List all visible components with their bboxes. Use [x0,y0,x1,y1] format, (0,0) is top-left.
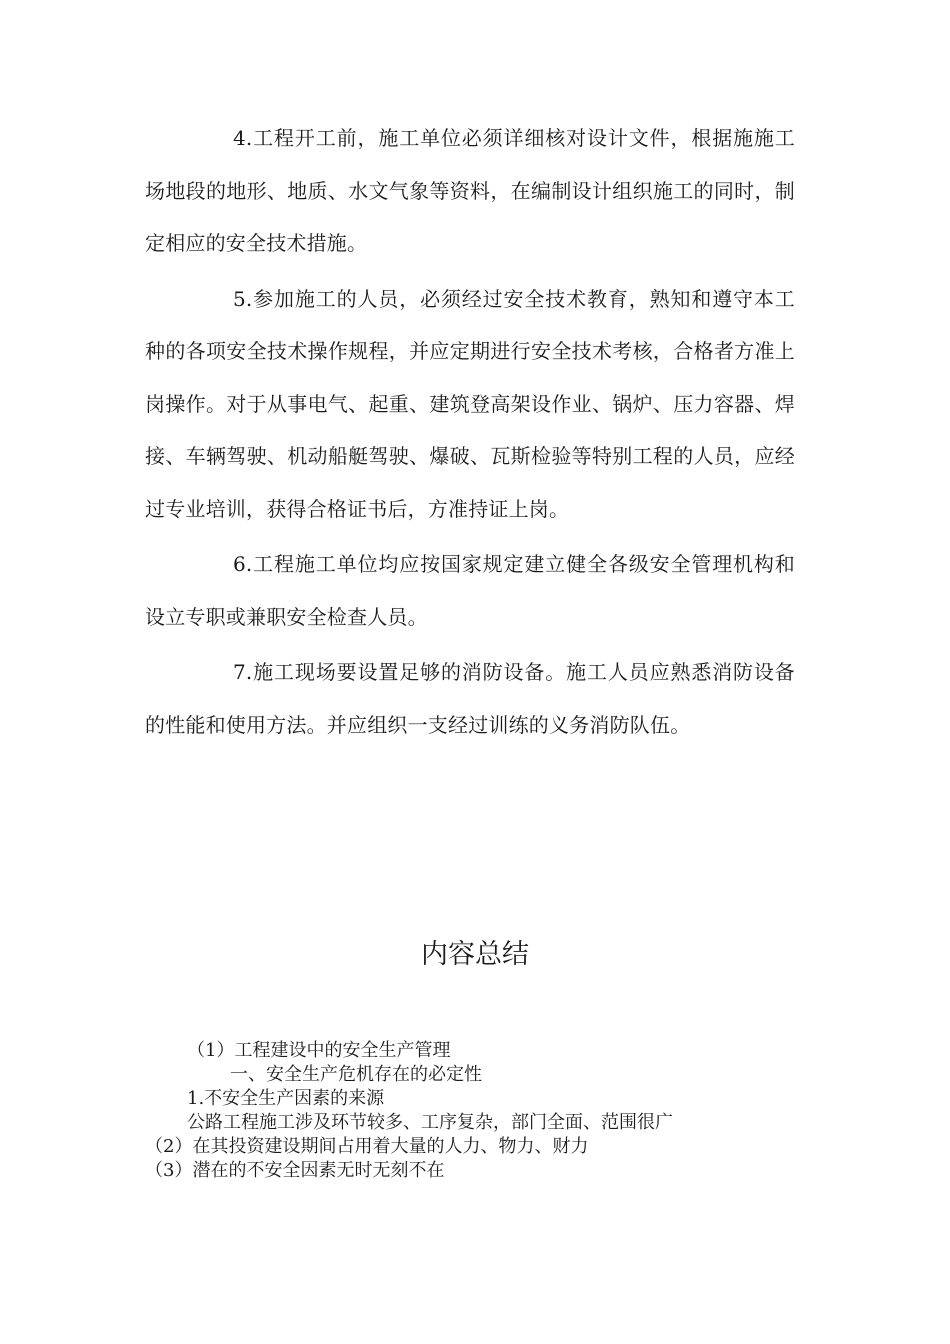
paragraph-5: 5.参加施工的人员，必须经过安全技术教育，熟知和遵守本工种的各项安全技术操作规程，并应定期进行安全技术考核，合格者方准上岗操作。对于从事电气、起重、建筑登高架设作业、锅炉、压力容器、焊接、车辆驾驶、机动船艇驾驶、爆破、瓦斯检验等特别工程的人员，应经过专业培训，获得合格证书后，方准持证上岗。 [145,286,795,521]
summary-line-1: （1）工程建设中的安全生产管理 [187,1040,451,1061]
paragraph-6: 6.工程施工单位均应按国家规定建立健全各级安全管理机构和设立专职或兼职安全检查人员。 [145,552,795,629]
summary-line-5: （2）在其投资建设期间占用着大量的人力、物力、财力 [145,1136,589,1157]
document-body [145,112,795,754]
summary-line-2: 一、安全生产危机存在的必定性 [230,1064,482,1085]
summary-line-4: 公路工程施工涉及环节较多、工序复杂，部门全面、范围很广 [187,1112,673,1133]
summary-line-3: 1.不安全生产因素的来源 [187,1088,385,1109]
paragraph-4: 4.工程开工前，施工单位必须详细核对设计文件，根据施施工场地段的地形、地质、水文气象等资料，在编制设计组织施工的同时，制定相应的安全技术措施。 [145,126,795,255]
summary-line-6: （3）潜在的不安全因素无时无刻不在 [145,1160,445,1181]
summary-title: 内容总结 [421,939,529,970]
paragraph-7: 7.施工现场要设置足够的消防设备。施工人员应熟悉消防设备的性能和使用方法。并应组织一支经过训练的义务消防队伍。 [145,660,795,737]
